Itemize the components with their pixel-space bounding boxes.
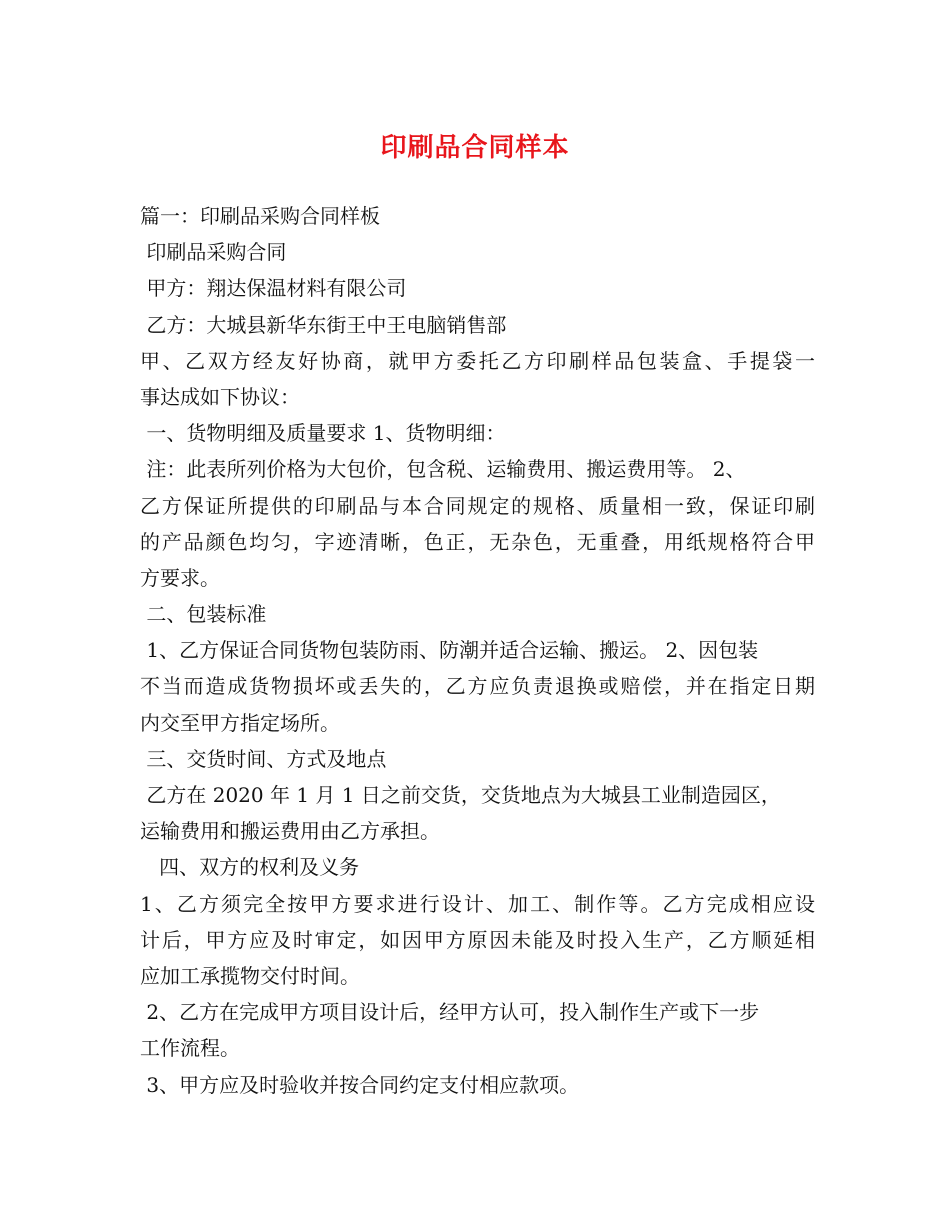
text-line-24: 工作流程。	[140, 1036, 240, 1061]
text-line-1: 篇一：印刷品采购合同样板	[140, 204, 380, 228]
text-line-10: 的产品颜色均匀，字迹清晰，色正，无杂色，无重叠，用纸规格符合甲	[140, 529, 815, 554]
text-line-16: 三、交货时间、方式及地点	[140, 746, 387, 771]
text-line-18: 运输费用和搬运费用由乙方承担。	[140, 819, 440, 844]
text-line-7: 一、货物明细及质量要求 1、货物明细：	[140, 421, 506, 446]
text-line-12: 二、包装标准	[140, 602, 267, 627]
text-line-25: 3、甲方应及时验收并按合同约定支付相应款项。	[140, 1072, 580, 1097]
text-line-4: 乙方：大城县新华东街王中王电脑销售部	[140, 312, 507, 337]
text-line-21: 计后，甲方应及时审定，如因甲方原因未能及时投入生产，乙方顺延相	[140, 927, 815, 952]
text-line-8: 注：此表所列价格为大包价，包含税、运输费用、搬运费用等。 2、	[140, 457, 746, 482]
text-line-6: 事达成如下协议：	[140, 384, 300, 409]
text-line-5: 甲、乙双方经友好协商，就甲方委托乙方印刷样品包装盒、手提袋一	[140, 348, 815, 373]
text-line-14: 不当而造成货物损坏或丢失的，乙方应负责退换或赔偿，并在指定日期	[140, 674, 815, 699]
text-line-22: 应加工承揽物交付时间。	[140, 963, 360, 988]
document-body	[140, 198, 815, 1103]
text-line-23: 2、乙方在完成甲方项目设计后，经甲方认可，投入制作生产或下一步	[140, 1000, 760, 1025]
document-title: 印刷品合同样本	[380, 133, 570, 163]
text-line-11: 方要求。	[140, 565, 220, 590]
text-line-9: 乙方保证所提供的印刷品与本合同规定的规格、质量相一致，保证印刷	[140, 493, 815, 518]
text-line-13: 1、乙方保证合同货物包装防雨、防潮并适合运输、搬运。 2、因包装	[140, 638, 759, 663]
text-line-2: 印刷品采购合同	[140, 240, 287, 265]
text-line-20: 1、乙方须完全按甲方要求进行设计、加工、制作等。乙方完成相应设	[140, 891, 815, 916]
text-line-17: 乙方在 2020 年 1 月 1 日之前交货，交货地点为大城县工业制造园区，	[140, 783, 781, 807]
text-line-3: 甲方：翔达保温材料有限公司	[140, 276, 407, 301]
text-line-15: 内交至甲方指定场所。	[140, 710, 340, 735]
text-line-19: 四、双方的权利及义务	[140, 855, 360, 880]
